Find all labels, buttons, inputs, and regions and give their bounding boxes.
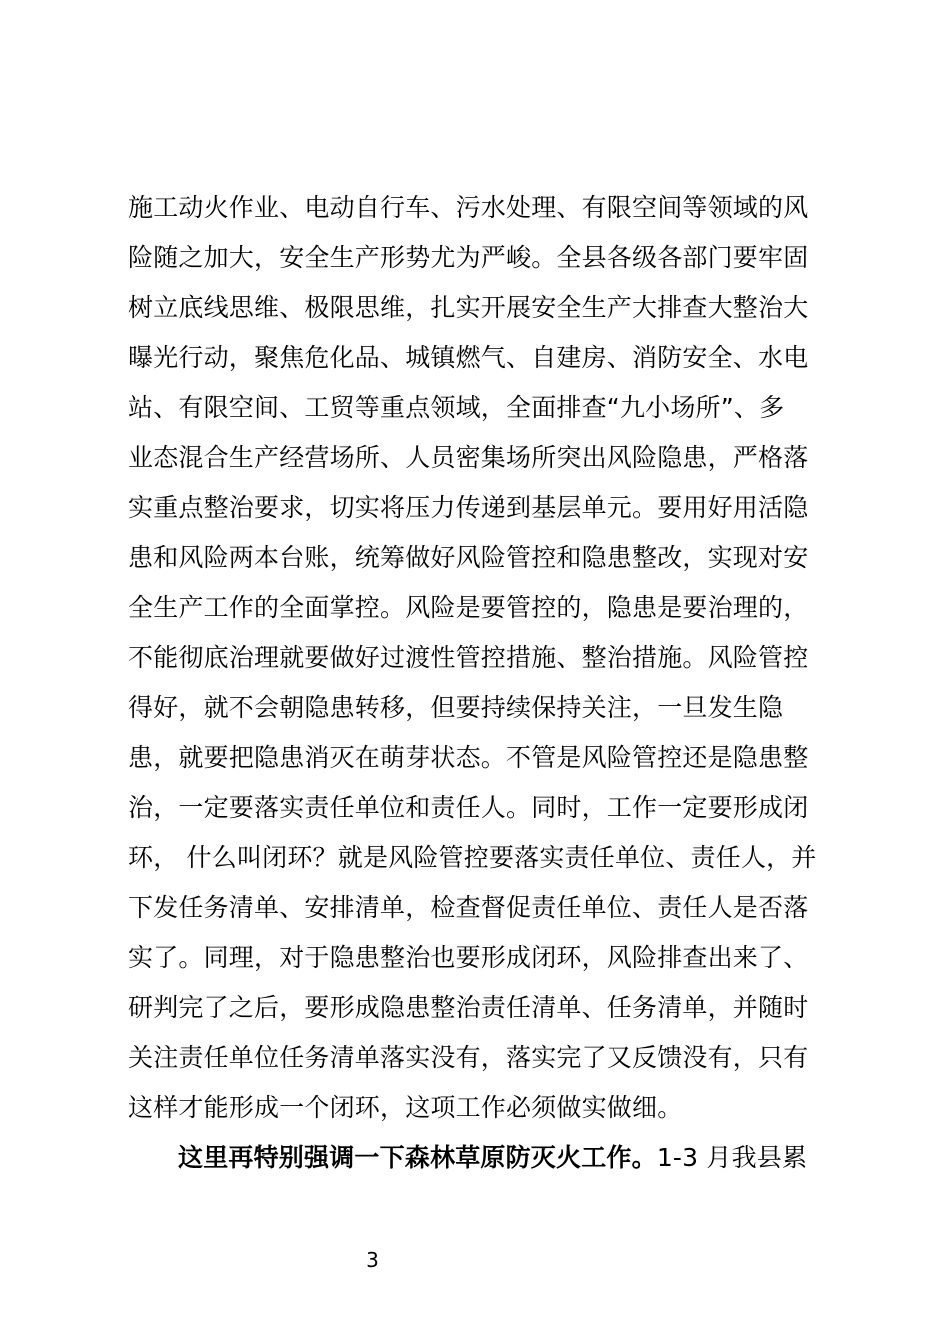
emphasis-text: 这里再特别强调一下森林草原防灭火工作。 xyxy=(178,1143,657,1172)
text-line: 树立底线思维、极限思维，扎实开展安全生产大排查大整治大 xyxy=(128,293,809,322)
text-line: 全生产工作的全面掌控。风险是要管控的，隐患是要治理的， xyxy=(128,593,809,622)
text-line: 曝光行动，聚焦危化品、城镇燃气、自建房、消防安全、水电 xyxy=(128,343,809,372)
paragraph-start-line xyxy=(128,1133,838,1183)
text-line: 不能彻底治理就要做好过渡性管控措施、整治措施。风险管控 xyxy=(128,643,809,672)
text-line: 治，一定要落实责任单位和责任人。同时，工作一定要形成闭 xyxy=(128,793,809,822)
text-line: 施工动火作业、电动自行车、污水处理、有限空间等领域的风 xyxy=(128,193,809,222)
text-line: 患和风险两本台账，统筹做好风险管控和隐患整改，实现对安 xyxy=(128,543,809,572)
text-line: 环， 什么叫闭环？就是风险管控要落实责任单位、责任人，并 xyxy=(128,843,817,872)
text-line: 站、有限空间、工贸等重点领域，全面排查“九小场所”、多 xyxy=(128,393,785,422)
text-line: 下发任务清单、安排清单，检查督促责任单位、责任人是否落 xyxy=(128,893,809,922)
text-line: 实了。同理，对于隐患整治也要形成闭环，风险排查出来了、 xyxy=(128,943,809,972)
text-line: 实重点整治要求，切实将压力传递到基层单元。要用好用活隐 xyxy=(128,493,809,522)
body-text xyxy=(128,183,838,1183)
text-line: 险随之加大，安全生产形势尤为严峻。全县各级各部门要牢固 xyxy=(128,243,809,272)
text-line: 这样才能形成一个闭环，这项工作必须做实做细。 xyxy=(128,1093,683,1122)
text-line: 业态混合生产经营场所、人员密集场所突出风险隐患，严格落 xyxy=(128,443,809,472)
page-number: 3 xyxy=(366,1248,379,1272)
text-line: 患，就要把隐患消灭在萌芽状态。不管是风险管控还是隐患整 xyxy=(128,743,809,772)
text-line: 关注责任单位任务清单落实没有，落实完了又反馈没有，只有 xyxy=(128,1043,809,1072)
text-line: 研判完了之后，要形成隐患整治责任清单、任务清单，并随时 xyxy=(128,993,809,1022)
text-line: 得好，就不会朝隐患转移，但要持续保持关注，一旦发生隐 xyxy=(128,693,784,722)
text-run: 1-3 月我县累 xyxy=(656,1143,808,1172)
